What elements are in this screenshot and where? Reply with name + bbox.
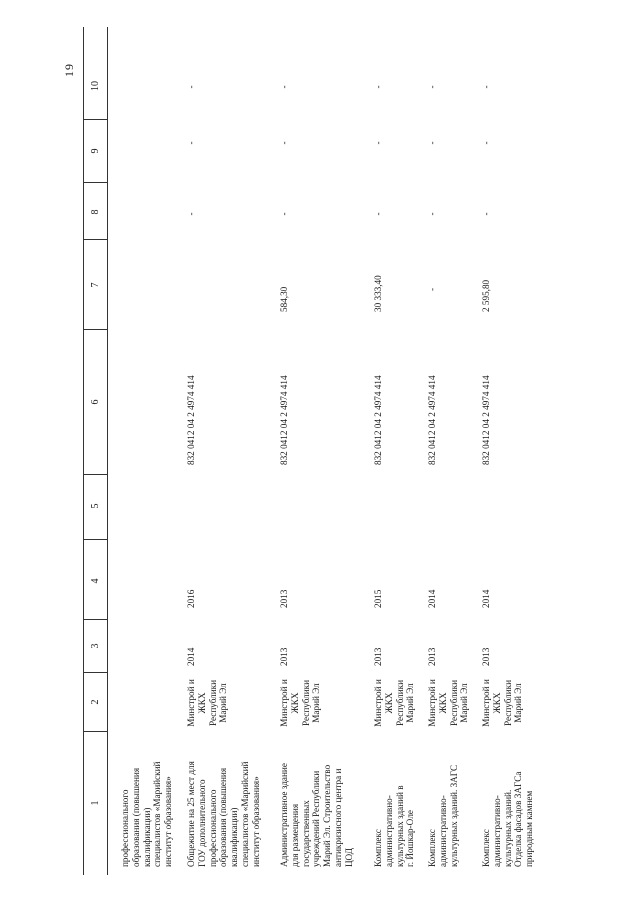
column-divider [83,672,107,673]
table-row-col8: - [279,212,289,216]
table-row-budget-code: 832 0412 04 2 4974 414 [186,375,196,465]
table-row-name: Комплекс административно- культурных зданий. Отделка фасадов ЗАГСа природным камнем [481,771,535,867]
table-row-start-year: 2013 [427,647,437,666]
column-divider [83,539,107,540]
table-row-name: Комплекс административно- культурных зданий. ЗАГС [427,764,459,867]
table-row-col10: - [427,85,437,89]
table-row-budget-code: 832 0412 04 2 4974 414 [373,375,383,465]
column-divider [83,239,107,240]
table-row-col9: - [186,141,196,145]
table-row-col10: - [186,85,196,89]
table-row-end-year: 2014 [427,589,437,608]
continuation-text: профессионального образования (повышения квалификации) специалистов «Марийский институт образования» [120,761,174,867]
column-header-1: 1 [90,800,101,806]
table-row-col9: - [481,141,491,145]
column-header-5: 5 [90,503,101,509]
table-row-amount: - [427,287,437,291]
table-row-col8: - [373,212,383,216]
table-row-end-year: 2015 [373,589,383,608]
table-row-start-year: 2014 [186,647,196,666]
table-row-amount: 30 333,40 [373,275,383,312]
table-top-rule [83,27,84,875]
table-row-col9: - [427,141,437,145]
table-row-end-year: 2013 [279,589,289,608]
column-divider [83,619,107,620]
column-divider [83,731,107,732]
column-divider [83,329,107,330]
table-row-start-year: 2013 [481,647,491,666]
table-row-amount: 584,30 [279,286,289,312]
column-header-9: 9 [90,148,101,154]
table-row-start-year: 2013 [279,647,289,666]
table-row-responsible: Минстрой и ЖКХ Республики Марий Эл [427,679,470,727]
table-row-end-year: 2014 [481,589,491,608]
table-row-amount: 2 595,80 [481,279,491,312]
header-bottom-rule [107,27,108,875]
column-header-8: 8 [90,209,101,215]
table-row-col10: - [279,85,289,89]
table-row-responsible: Минстрой и ЖКХ Республики Марий Эл [279,679,322,727]
table-row-responsible: Минстрой и ЖКХ Республики Марий Эл [481,679,524,727]
table-row-budget-code: 832 0412 04 2 4974 414 [427,375,437,465]
column-header-4: 4 [90,578,101,584]
column-divider [83,182,107,183]
table-row-name: Общежитие на 25 мест для ГОУ дополнительного профессионального образования (повышения квалификации) специалистов «Марийский институт образования» [186,761,261,867]
table-row-responsible: Минстрой и ЖКХ Республики Марий Эл [373,679,416,727]
column-header-3: 3 [90,643,101,649]
page-number: 19 [62,63,76,77]
table-row-name: Административное здание для размещения государственных учреждений Республики Марий Эл. Строительство антикризисного центра и ЦОД [279,763,354,867]
column-divider [83,119,107,120]
column-divider [83,474,107,475]
table-row-col8: - [186,212,196,216]
column-header-10: 10 [90,81,101,91]
table-row-col8: - [481,212,491,216]
table-row-col10: - [373,85,383,89]
table-row-col9: - [279,141,289,145]
table-row-end-year: 2016 [186,589,196,608]
table-row-responsible: Минстрой и ЖКХ Республики Марий Эл [186,679,229,727]
table-row-budget-code: 832 0412 04 2 4974 414 [481,375,491,465]
column-header-6: 6 [90,399,101,405]
table-row-col10: - [481,85,491,89]
table-row-start-year: 2013 [373,647,383,666]
table-row-col9: - [373,141,383,145]
table-row-name: Комплекс административно- культурных зданий в г. Йошкар-Оле [373,785,416,867]
column-header-7: 7 [90,282,101,288]
column-header-2: 2 [90,699,101,705]
table-row-col8: - [427,212,437,216]
table-row-budget-code: 832 0412 04 2 4974 414 [279,375,289,465]
